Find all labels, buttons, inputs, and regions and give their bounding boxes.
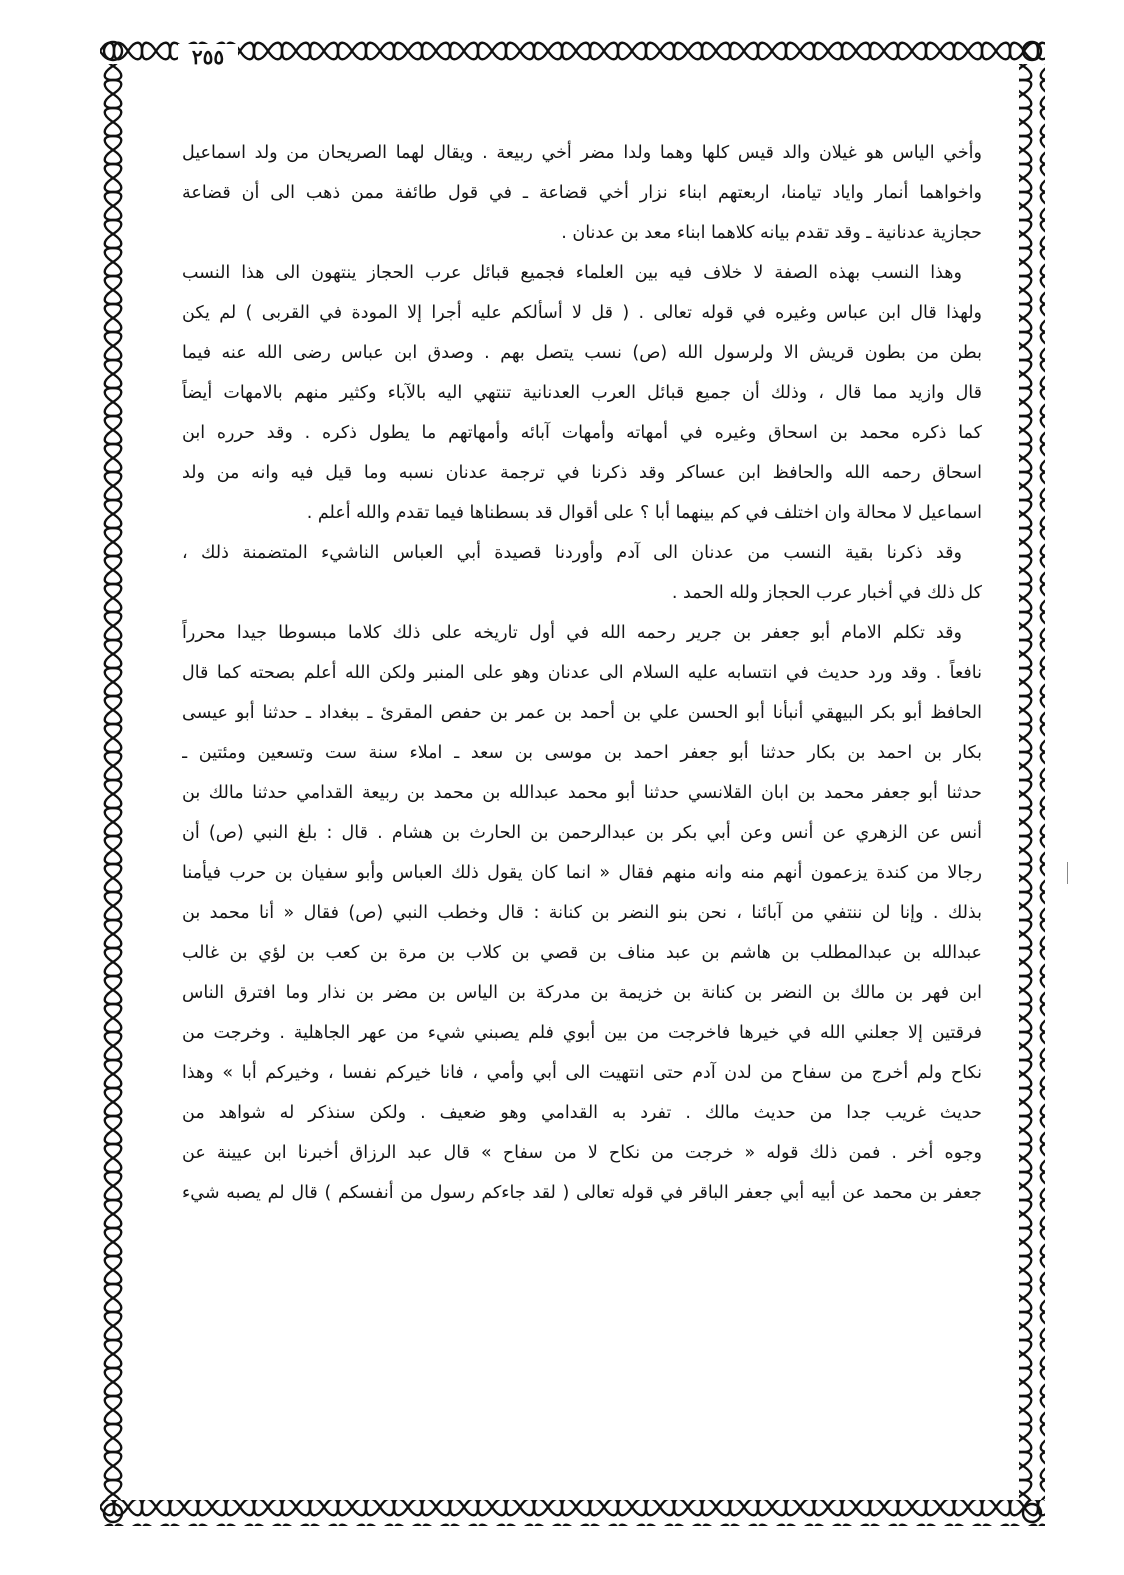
text-line: بكار بن احمد بن بكار حدثنا أبو جعفر احمد بن موسى بن سعد ـ املاء سنة ست وتسعين ومئتين ـ <box>182 743 982 763</box>
text-line: وقد تكلم الامام أبو جعفر بن جرير رحمه الله في أول تاريخه على ذلك كلاما مبسوطا جيدا محرراً <box>182 623 962 643</box>
text-line: أنس عن الزهري عن أنس وعن أبي بكر بن عبدالرحمن بن الحارث بن هشام . قال : بلغ النبي (ص) أن <box>182 823 982 843</box>
text-line: ابن فهر بن مالك بن النضر بن كنانة بن خزيمة بن مدركة بن الياس بن مضر بن نذار وما افترق الناس <box>182 983 982 1003</box>
text-line: بذلك . وإنا لن ننتفي من آبائنا ، نحن بنو النضر بن كنانة : قال وخطب النبي (ص) فقال « أنا محمد بن <box>182 903 982 923</box>
page-number: ٢٥٥ <box>178 44 238 70</box>
text-line: حجازية عدنانية ـ وقد تقدم بيانه كلاهما ابناء معد بن عدنان . <box>561 223 982 243</box>
text-line: جعفر بن محمد عن أبيه أبي جعفر الباقر في قوله تعالى ( لقد جاءكم رسول من أنفسكم ) قال لم يصبه شيء <box>182 1183 982 1203</box>
text-line: نكاح ولم أخرج من سفاح من لدن آدم حتى انتهيت الى أبي وأمي ، فانا خيركم نفسا ، وخيركم أبا » وهذا <box>182 1063 982 1083</box>
text-line: فرقتين إلا جعلني الله في خيرها فاخرجت من بين أبوي فلم يصبني شيء من عهر الجاهلية . وخرجت من <box>182 1023 982 1043</box>
text-line: وقد ذكرنا بقية النسب من عدنان الى آدم وأوردنا قصيدة أبي العباس الناشيء المتضمنة ذلك ، <box>182 543 962 563</box>
text-line: قال وازيد مما قال ، وذلك أن جميع قبائل العرب العدنانية تنتهي اليه بالآباء وكثير منهم بالامهات أيضاً <box>182 383 982 403</box>
text-line: وجوه أخر . فمن ذلك قوله « خرجت من نكاح لا من سفاح » قال عبد الرزاق أخبرنا ابن عيينة عن <box>182 1143 982 1163</box>
text-line: واخواهما أنمار واياد تيامنا، اربعتهم ابناء نزار أخي قضاعة ـ في قول طائفة ممن ذهب الى أن قضاعة <box>182 183 982 203</box>
text-line: حدثنا أبو جعفر محمد بن ابان القلانسي حدثنا أبو محمد عبدالله بن محمد بن ربيعة القدامي حدثنا مالك بن <box>182 783 982 803</box>
text-line: كما ذكره محمد بن اسحاق وغيره في أمهاته وأمهات آبائه وأمهاتهم ما يطول ذكره . وقد حرره ابن <box>182 423 982 443</box>
text-line: اسحاق رحمه الله والحافظ ابن عساكر وقد ذكرنا في ترجمة عدنان نسبه وما قيل فيه وانه من ولد <box>182 463 982 483</box>
text-line: بطن من بطون قريش الا ولرسول الله (ص) نسب يتصل بهم . وصدق ابن عباس رضى الله عنه فيما <box>182 343 982 363</box>
text-line: وأخي الياس هو غيلان والد قيس كلها وهما ولدا مضر أخي ربيعة . ويقال لهما الصريحان من ولد اسماعيل <box>182 143 982 163</box>
text-line: كل ذلك في أخبار عرب الحجاز ولله الحمد . <box>671 583 982 603</box>
text-line: ولهذا قال ابن عباس وغيره في قوله تعالى . ( قل لا أسألكم عليه أجرا إلا المودة في القربى ) لم يكن <box>182 303 982 323</box>
text-line: عبدالله بن عبدالمطلب بن هاشم بن عبد مناف بن قصي بن كلاب بن مرة بن كعب بن لؤي بن غالب <box>182 943 982 963</box>
body-text <box>182 133 982 1493</box>
text-line: اسماعيل لا محالة وان اختلف في كم بينهما أبا ؟ على أقوال قد بسطناها فيما تقدم والله أعلم . <box>306 503 982 523</box>
text-line: نافعاً . وقد ورد حديث في انتسابه عليه السلام الى عدنان وهو على المنبر ولكن الله أعلم بصحته كما قال <box>182 663 982 683</box>
text-line: حديث غريب جدا من حديث مالك . تفرد به القدامي وهو ضعيف . ولكن سنذكر له شواهد من <box>182 1103 982 1123</box>
margin-mark <box>1067 862 1068 884</box>
text-line: الحافظ أبو بكر البيهقي أنبأنا أبو الحسن علي بن أحمد بن عمر بن حفص المقرئ ـ ببغداد ـ حدثنا أبو عيسى <box>182 703 982 723</box>
text-line: رجالا من كندة يزعمون أنهم منه وانه منهم فقال « انما كان يقول ذلك العباس وأبو سفيان بن حرب فيأمنا <box>182 863 982 883</box>
text-line: وهذا النسب بهذه الصفة لا خلاف فيه بين العلماء فجميع قبائل عرب الحجاز ينتهون الى هذا النسب <box>182 263 962 283</box>
